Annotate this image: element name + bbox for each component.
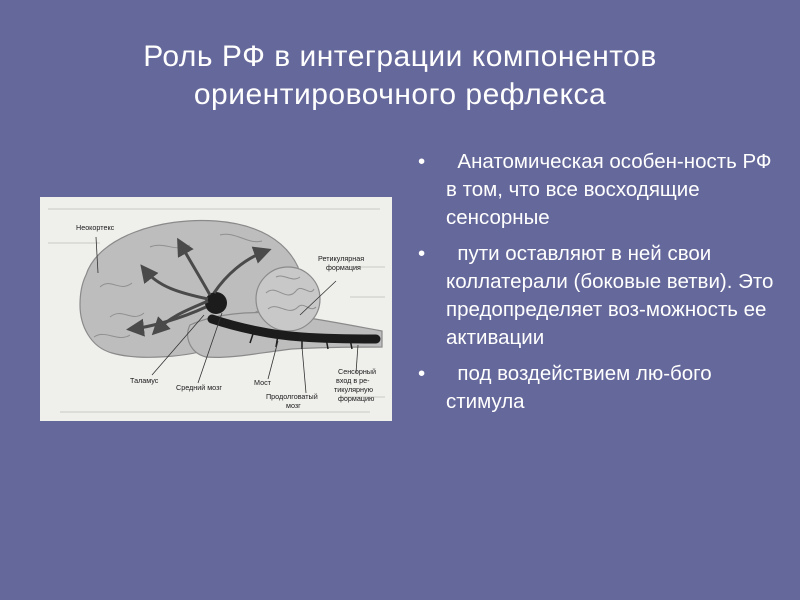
brain-diagram (40, 197, 392, 421)
cerebellum (256, 267, 320, 331)
bullet-item-2 (418, 240, 778, 352)
thalamus-nucleus (205, 292, 227, 314)
label-pons: Мост (254, 378, 271, 387)
label-neocortex: Неокортекс (76, 223, 115, 232)
bullet-marker: • (418, 150, 426, 173)
slide-title-line-1: Роль РФ в интеграции компонентов (143, 40, 657, 73)
label-sensory-line-1: Сенсорный (338, 367, 376, 376)
label-medulla-line-2: мозг (286, 401, 301, 410)
label-sensory-line-2: вход в ре- (336, 376, 370, 385)
slide-title (60, 38, 740, 114)
bullet-item-3 (418, 360, 778, 416)
bullet-item-1 (418, 148, 778, 232)
bullet-marker: • (418, 362, 426, 385)
label-rf-line-2: формация (326, 263, 361, 272)
brain-diagram-svg (40, 197, 392, 421)
label-medulla-line-1: Продолговатый (266, 392, 318, 401)
bullet-marker: • (418, 242, 426, 265)
label-sensory-line-4: формацию (338, 394, 375, 403)
label-sensory-line-3: тикулярную (334, 385, 374, 394)
slide-title-line-2: ориентировочного рефлекса (193, 78, 607, 111)
label-midbrain: Средний мозг (176, 383, 222, 392)
bullet-text: пути оставляют в ней свои коллатерали (боковые ветви). Это предопределяет воз-можность ее активации (446, 242, 780, 349)
bullet-text: под воздействием лю-бого стимула (446, 362, 718, 413)
label-thalamus: Таламус (130, 376, 159, 385)
bullet-text: Анатомическая особен-ность РФ в том, что все восходящие сенсорные (446, 150, 778, 229)
bullet-list (418, 148, 778, 424)
label-rf-line-1: Ретикулярная (318, 254, 365, 263)
